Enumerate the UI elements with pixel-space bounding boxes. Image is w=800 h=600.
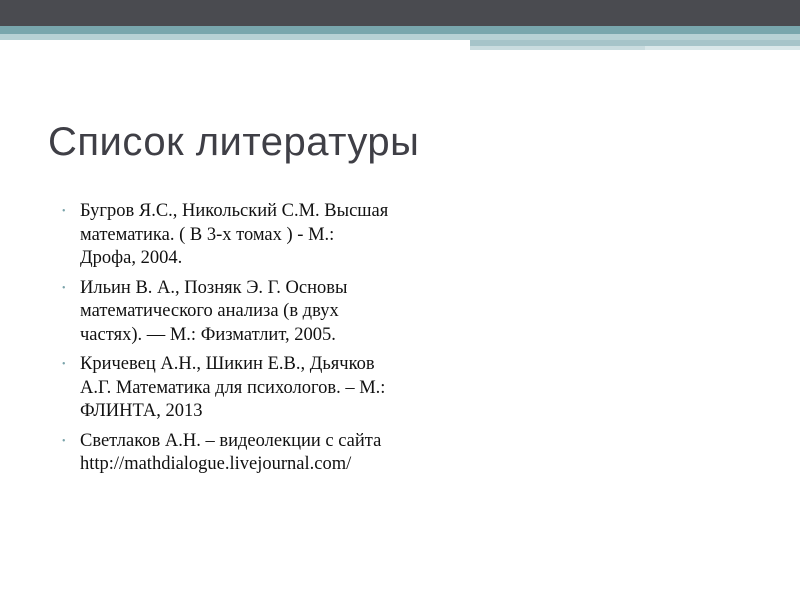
reference-item-1 [62,200,392,271]
header-band-teal-accent-light [470,46,645,50]
reference-item-2 [62,277,392,348]
bullet-icon: • [62,282,66,294]
reference-text: Кричевец А.Н., Шикин Е.В., Дьячков А.Г. Математика для психологов. – М.: ФЛИНТА, 2013 [80,354,386,421]
header-band-dark [0,0,800,26]
header-band-teal-accent-lighter [645,46,800,50]
reference-item-3 [62,353,392,424]
bullet-icon: • [62,435,66,447]
reference-text: Бугров Я.С., Никольский С.М. Высшая математика. ( В 3-х томах ) - М.: Дрофа, 2004. [80,201,389,268]
header-band-teal [0,26,800,34]
reference-text: Ильин В. А., Позняк Э. Г. Основы математического анализа (в двух частях). — М.: Физматлит, 2005. [80,277,348,345]
bullet-icon: • [62,206,66,217]
reference-item-4 [62,430,392,477]
reference-text: Светлаков А.Н. – видеолекции с сайта http://mathdialogue.livejournal.com/ [80,430,382,474]
reference-list [62,200,392,483]
slide-title: Список литературы [48,120,420,164]
bullet-icon: • [62,359,66,370]
